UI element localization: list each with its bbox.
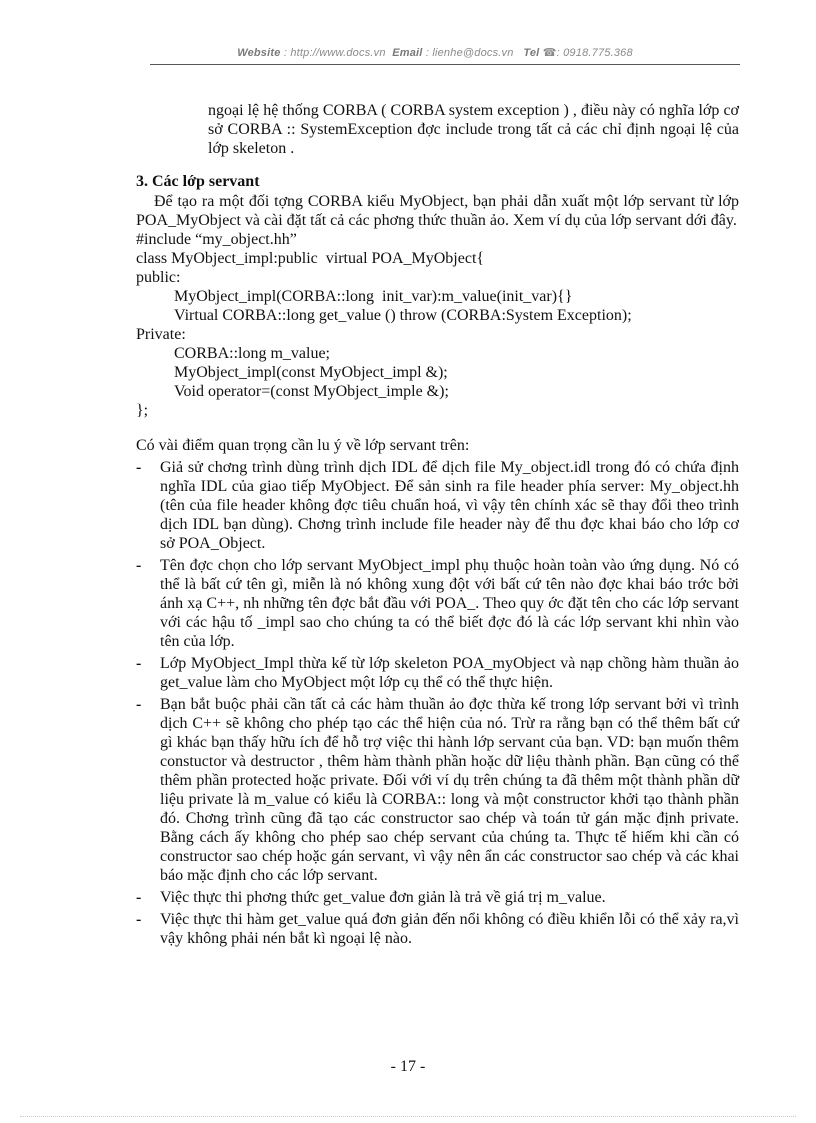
bullet-dash: - bbox=[136, 557, 142, 574]
code-line: public: bbox=[136, 269, 181, 286]
section-intro: Để tạo ra một đối tợng CORBA kiểu MyObject, bạn phải dẫn xuất một lớp servant từ lớp POA_MyObject và cài đặt tất cả các phơng thức thuần ảo. Xem ví dụ của lớp servant dới đây. bbox=[136, 193, 739, 229]
list-item bbox=[136, 458, 739, 553]
section-heading: 3. Các lớp servant bbox=[136, 173, 260, 190]
list-item-text: Việc thực thi phơng thức get_value đơn giản là trả về giá trị m_value. bbox=[160, 889, 606, 906]
code-line: class MyObject_impl:public virtual POA_MyObject{ bbox=[136, 250, 485, 267]
list-item-text: Lớp MyObject_Impl thừa kế từ lớp skeleton POA_myObject và nạp chồng hàm thuần ảo get_value làm cho MyObject một lớp cụ thể có thể thực hiện. bbox=[160, 655, 739, 691]
code-line: }; bbox=[136, 402, 149, 419]
bullet-dash: - bbox=[136, 889, 142, 906]
list-item-text: Giả sử chơng trình dùng trình dịch IDL để dịch file My_object.idl trong đó có chứa định nghĩa IDL của giao tiếp MyObject. Để sản sinh ra file header phía server: My_object.hh (tên của file header không đợc tiêu chuẩn hoá, vì vậy tên chính xác sẽ thay đổi theo trình dịch IDL bạn dùng). Chơng trình include file header này để thu đợc khai báo cho lớp cơ sở POA_Object. bbox=[160, 459, 739, 552]
bullet-dash: - bbox=[136, 459, 142, 476]
code-line: Virtual CORBA::long get_value () throw (CORBA:System Exception); bbox=[174, 307, 632, 324]
code-line: MyObject_impl(CORBA::long init_var):m_value(init_var){} bbox=[174, 288, 573, 305]
tel-value: ☎: 0918.775.368 bbox=[542, 47, 633, 59]
list-item-text: Tên đợc chọn cho lớp servant MyObject_impl phụ thuộc hoàn toàn vào ứng dụng. Nó có thể là bất cứ tên gì, miễn là nó không xung đột với bất cứ tên nào đợc khai báo trớc bởi ánh xạ C++, nh những tên đợc bắt đầu với POA_. Theo quy ớc đặt tên cho các lớp servant với các hậu tố _impl sao cho chúng ta có thể biết đợc đó là các lớp servant khi nhìn vào tên của lớp. bbox=[160, 557, 739, 650]
email-label: Email bbox=[392, 47, 423, 59]
footer-divider bbox=[20, 1116, 796, 1117]
notes-lead: Có vài điểm quan trọng cần lu ý về lớp servant trên: bbox=[136, 437, 470, 454]
code-line: CORBA::long m_value; bbox=[174, 345, 330, 362]
bullet-dash: - bbox=[136, 696, 142, 713]
bullet-dash: - bbox=[136, 911, 142, 928]
notes-list bbox=[136, 458, 739, 948]
list-item bbox=[136, 910, 739, 948]
list-item bbox=[136, 888, 739, 907]
page-header bbox=[150, 46, 720, 59]
code-line: #include “my_object.hh” bbox=[136, 231, 297, 248]
code-listing bbox=[136, 230, 739, 420]
header-divider bbox=[150, 64, 740, 65]
list-item bbox=[136, 556, 739, 651]
code-line: MyObject_impl(const MyObject_impl &); bbox=[174, 364, 448, 381]
email-value: : lienhe@docs.vn bbox=[425, 47, 514, 59]
code-line: Private: bbox=[136, 326, 186, 343]
list-item bbox=[136, 695, 739, 885]
page-number: - 17 - bbox=[390, 1058, 426, 1075]
website-value: : http://www.docs.vn bbox=[283, 47, 386, 59]
bullet-dash: - bbox=[136, 655, 142, 672]
list-item-text: Việc thực thi hàm get_value quá đơn giản đến nổi không có điều khiển lỗi có thể xảy ra,vì vậy không phải nén bắt kì ngoại lệ nào. bbox=[160, 911, 739, 947]
continuation-paragraph: ngoại lệ hệ thống CORBA ( CORBA system exception ) , điều này có nghĩa lớp cơ sở CORBA :: SystemException đợc include trong tất cả các chỉ định ngoại lệ của lớp skeleton . bbox=[208, 102, 739, 157]
website-label: Website bbox=[237, 47, 281, 59]
code-line: Void operator=(const MyObject_imple &); bbox=[174, 383, 449, 400]
page-body bbox=[136, 101, 739, 948]
list-item bbox=[136, 654, 739, 692]
list-item-text: Bạn bắt buộc phải cần tất cả các hàm thuần ảo đợc thừa kế trong lớp servant bởi vì trình dịch C++ sẽ không cho phép tạo các thể hiện của nó. Trừ ra rằng bạn có thể thêm bất cứ gì khác bạn thấy hữu ích để hỗ trợ việc thi hành lớp servant của bạn. VD: bạn muốn thêm constuctor và destructor , thêm hàm thành phần hoặc dữ liệu thành phần. Bạn cũng có thể thêm phần protected hoặc private. Đối với ví dụ trên chúng ta đã thêm một thành phần dữ liệu private là m_value có kiểu là CORBA:: long và một constructor khởi tạo thành phần đó. Chơng trình cũng đã tạo các constructor sao chép và toán tử gán mặc định private. Bằng cách ấy không cho phép sao chép servant của chúng ta. Thực tế hiếm khi cần có constructor sao chép hoặc gán servant, vì vậy nên ẩn các constructor sao chép và các khai báo mặc định cho các lớp servant. bbox=[160, 696, 739, 884]
tel-label: Tel bbox=[523, 47, 540, 59]
